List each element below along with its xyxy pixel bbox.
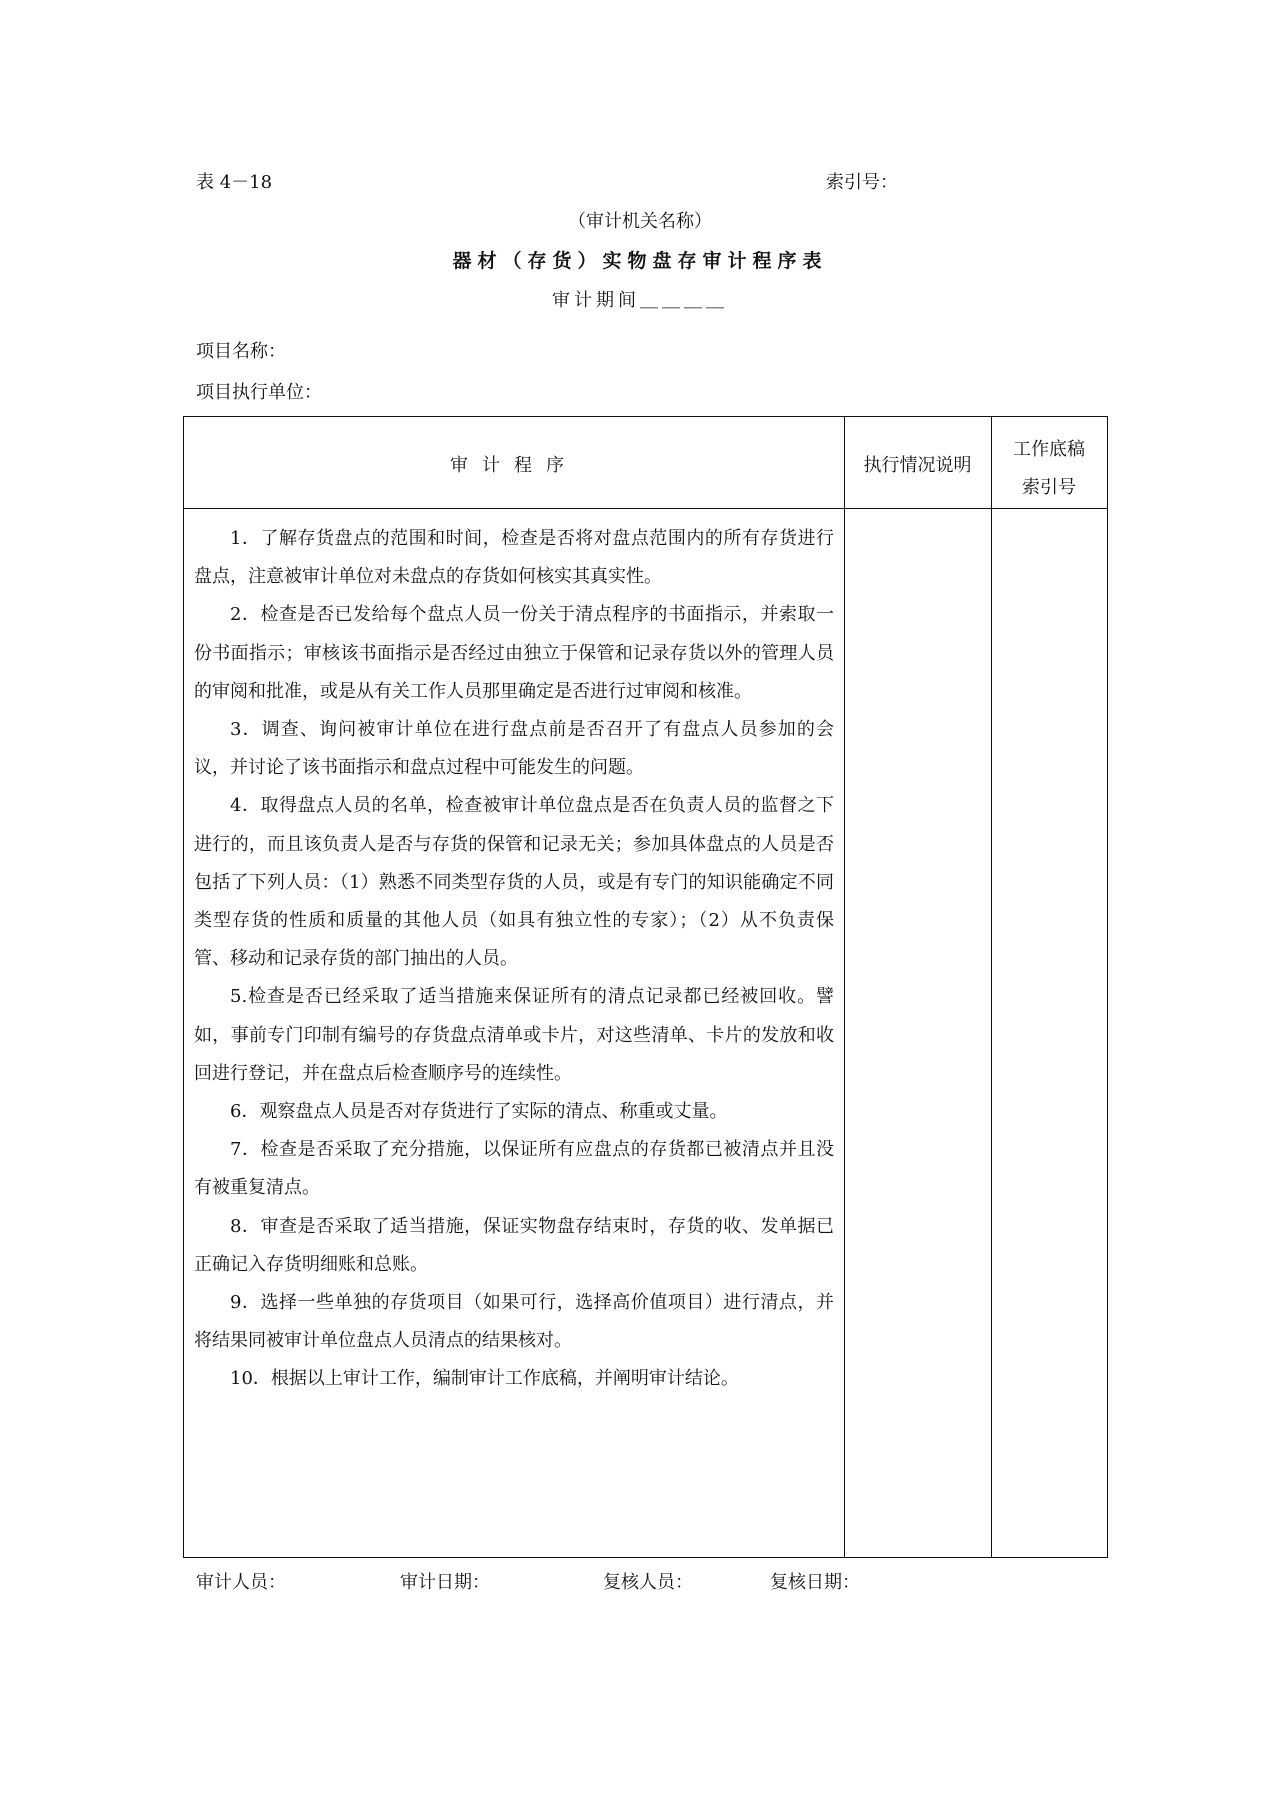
project-unit-label: 项目执行单位： [196, 382, 322, 403]
audit-date-label: 审计日期： [400, 1572, 490, 1593]
procedure-step: 9．选择一些单独的存货项目（如果可行，选择高价值项目）进行清点，并将结果同被审计单位盘点人员清点的结果核对。 [194, 1292, 834, 1352]
agency-name: （审计机关名称） [568, 211, 712, 232]
column-header-ref-line1: 工作底稿 [1013, 439, 1085, 460]
procedure-step: 5.检查是否已经采取了适当措施来保证所有的清点记录都已经被回收。譬如，事前专门印制有编号的存货盘点清单或卡片，对这些清单、卡片的发放和收回进行登记，并在盘点后检查顺序号的连续性。 [194, 986, 834, 1084]
table-number: 表 4－18 [196, 172, 273, 193]
header-divider [184, 508, 1107, 509]
procedure-step: 3．调查、询问被审计单位在进行盘点前是否召开了有盘点人员参加的会议，并讨论了该书面指示和盘点过程中可能发生的问题。 [194, 719, 834, 779]
review-date-label: 复核日期： [770, 1572, 860, 1593]
procedure-step: 1．了解存货盘点的范围和时间，检查是否将对盘点范围内的所有存货进行盘点，注意被审计单位对未盘点的存货如何核实其真实性。 [194, 528, 834, 588]
procedure-step: 6．观察盘点人员是否对存货进行了实际的清点、称重或丈量。 [230, 1101, 728, 1123]
column-divider [991, 417, 992, 1557]
column-header-execution: 执行情况说明 [863, 455, 972, 476]
project-name-label: 项目名称： [196, 341, 286, 362]
procedure-step: 2．检查是否已发给每个盘点人员一份关于清点程序的书面指示，并索取一份书面指示；审核该书面指示是否经过由独立于保管和记录存货以外的管理人员的审阅和批准，或是从有关工作人员那里确定是否进行过审阅和核准。 [194, 604, 834, 702]
procedure-step: 8．审查是否采取了适当措施，保证实物盘存结束时，存货的收、发单据已正确记入存货明细账和总账。 [194, 1215, 834, 1275]
audit-period: 审计期间＿＿＿＿ [552, 290, 728, 311]
procedure-step: 10．根据以上审计工作，编制审计工作底稿，并阐明审计结论。 [230, 1368, 739, 1390]
column-divider [844, 417, 845, 1557]
column-header-ref-line2: 索引号 [1022, 477, 1076, 498]
page-title: 器材（存货）实物盘存审计程序表 [452, 250, 828, 272]
procedure-step: 7．检查是否采取了充分措施，以保证所有应盘点的存货都已被清点并且没有被重复清点。 [194, 1139, 834, 1199]
reviewer-label: 复核人员： [603, 1572, 693, 1593]
index-number-label: 索引号： [826, 172, 898, 193]
column-header-procedure: 审计程序 [450, 455, 578, 476]
procedure-step: 4．取得盘点人员的名单，检查被审计单位盘点是否在负责人员的监督之下进行的，而且该负责人是否与存货的保管和记录无关；参加具体盘点的人员是否包括了下列人员：（1）熟悉不同类型存货的人员，或是有专门的知识能确定不同类型存货的性质和质量的其他人员（如具有独立性的专家）；（2）从不负责保管、移动和记录存货的部门抽出的人员。 [194, 795, 834, 970]
auditor-label: 审计人员： [196, 1572, 286, 1593]
procedure-table [183, 416, 1108, 1558]
procedure-steps [194, 520, 834, 1399]
column-header-workpaper-ref [991, 431, 1107, 507]
